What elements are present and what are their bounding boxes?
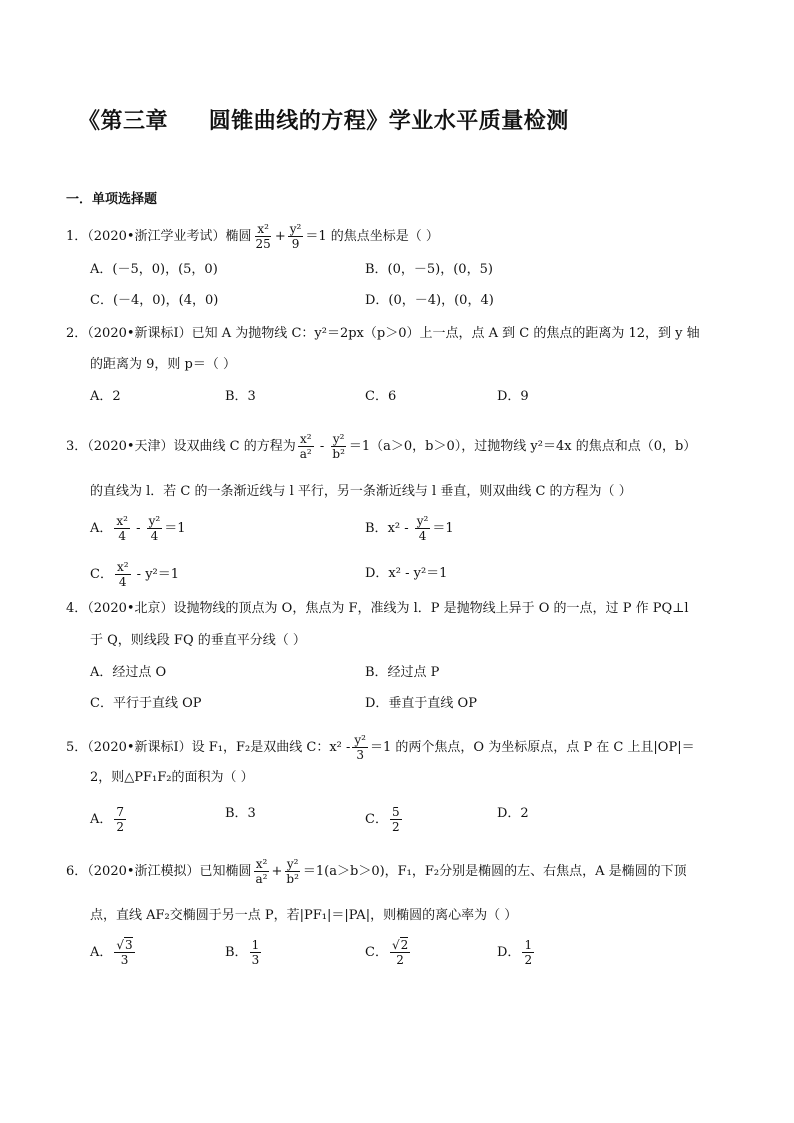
q5-option-a[interactable]: A． $\frac{7}{2}$: [90, 805, 125, 834]
q6-option-a[interactable]: A． $\frac{√3}{3}$: [90, 938, 133, 967]
q4-line-2: 于 Q，则线段 FQ 的垂直平分线（ ）: [90, 633, 306, 648]
q2-option-b[interactable]: B．3: [225, 389, 256, 404]
fraction-y2-3: $\frac{\text{y²}}{3}$: [354, 733, 366, 762]
question-1: 1．（2020•浙江学业考试）椭圆 $\frac{\text{x²}}{25}$ + $\frac{\text{y²}}{9}$ ＝1 的焦点坐标是（ ）: [66, 222, 439, 251]
q3-option-d[interactable]: D．x² - y²＝1: [365, 566, 448, 581]
q1-prefix: 1．（2020•浙江学业考试）椭圆: [66, 229, 252, 244]
fraction-x2-a2: $\frac{\text{x²}}{\text{a²}}$: [299, 432, 312, 461]
q6-line-2: 点，直线 AF₂交椭圆于另一点 P，若|PF₁|＝|PA|，则椭圆的离心率为（ ）: [90, 908, 518, 923]
fraction-x2-a2: $\frac{\text{x²}}{\text{a²}}$: [255, 857, 268, 886]
fraction-x2-25: $\frac{\text{x²}}{25}$: [255, 222, 271, 251]
q1-option-d[interactable]: D．(0，－4)，(0，4): [365, 293, 494, 308]
page-title: 《第三章 圆锥曲线的方程》学业水平质量检测: [78, 109, 569, 134]
q4-line-1: 4．（2020•北京）设抛物线的顶点为 O，焦点为 F，准线为 l．P 是抛物线上异于 O 的一点，过 P 作 PQ⊥l: [66, 601, 689, 616]
q2-option-c[interactable]: C．6: [365, 389, 397, 404]
fraction-y2-9: $\frac{\text{y²}}{9}$: [289, 222, 302, 251]
q6-option-d[interactable]: D． $\frac{1}{2}$: [497, 938, 533, 967]
question-5: 5．（2020•新课标Ⅰ）设 F₁，F₂是双曲线 C：x² - $\frac{\text{y²}}{3}$ ＝1 的两个焦点，O 为坐标原点，点 P 在 C 上且|OP|＝: [66, 733, 695, 762]
question-6: 6．（2020•浙江模拟）已知椭圆 $\frac{\text{x²}}{\text{a²}}$ + $\frac{\text{y²}}{\text{b²}}$ ＝1(a＞b＞0)，F₁，F₂分别是椭圆的左、右焦点，A 是椭圆的下顶: [66, 857, 687, 886]
q2-option-d[interactable]: D．9: [497, 389, 529, 404]
q3-option-c[interactable]: C． $\frac{\text{x²}}{4}$ - y²＝1: [90, 560, 180, 589]
q3-option-a[interactable]: A． $\frac{\text{x²}}{4}$ - $\frac{\text{y²}}{4}$ ＝1: [90, 514, 186, 543]
q5-line-2: 2，则△PF₁F₂的面积为（ ）: [90, 770, 254, 785]
q1-option-b[interactable]: B．(0，－5)，(0，5): [365, 262, 493, 277]
q3-line-2: 的直线为 l．若 C 的一条渐近线与 l 平行，另一条渐近线与 l 垂直，则双曲线 C 的方程为（ ）: [90, 484, 632, 499]
q5-option-d[interactable]: D．2: [497, 806, 529, 821]
question-3: 3．（2020•天津）设双曲线 C 的方程为 $\frac{\text{x²}}{\text{a²}}$ - $\frac{\text{y²}}{\text{b²}}$ ＝1（a＞0，b＞0），过抛物线 y²＝4x 的焦点和点（0，b）: [66, 432, 697, 461]
q4-option-d[interactable]: D．垂直于直线 OP: [365, 696, 477, 711]
q4-option-c[interactable]: C．平行于直线 OP: [90, 696, 202, 711]
q1-option-c[interactable]: C．(－4，0)，(4，0): [90, 293, 219, 308]
q4-option-a[interactable]: A．经过点 O: [90, 665, 167, 680]
q4-option-b[interactable]: B．经过点 P: [365, 665, 440, 680]
fraction-y2-b2: $\frac{\text{y²}}{\text{b²}}$: [286, 857, 299, 886]
q1-suffix: ＝1 的焦点坐标是（ ）: [305, 229, 439, 244]
section-heading: 一．单项选择题: [66, 192, 158, 207]
q2-line-2: 的距离为 9，则 p＝（ ）: [90, 357, 236, 372]
q1-option-a[interactable]: A．(－5，0)，(5，0): [90, 262, 218, 277]
fraction-y2-b2: $\frac{\text{y²}}{\text{b²}}$: [332, 432, 345, 461]
q3-option-b[interactable]: B．x² - $\frac{\text{y²}}{4}$ ＝1: [365, 514, 454, 543]
q2-option-a[interactable]: A．2: [90, 389, 121, 404]
q2-line-1: 2．（2020•新课标Ⅰ）已知 A 为抛物线 C：y²＝2px（p＞0）上一点，点 A 到 C 的焦点的距离为 12，到 y 轴: [66, 326, 700, 341]
q6-option-c[interactable]: C． $\frac{√2}{2}$: [365, 938, 409, 967]
q5-option-b[interactable]: B．3: [225, 806, 256, 821]
q6-option-b[interactable]: B． $\frac{1}{3}$: [225, 938, 260, 967]
q5-option-c[interactable]: C． $\frac{5}{2}$: [365, 805, 400, 834]
